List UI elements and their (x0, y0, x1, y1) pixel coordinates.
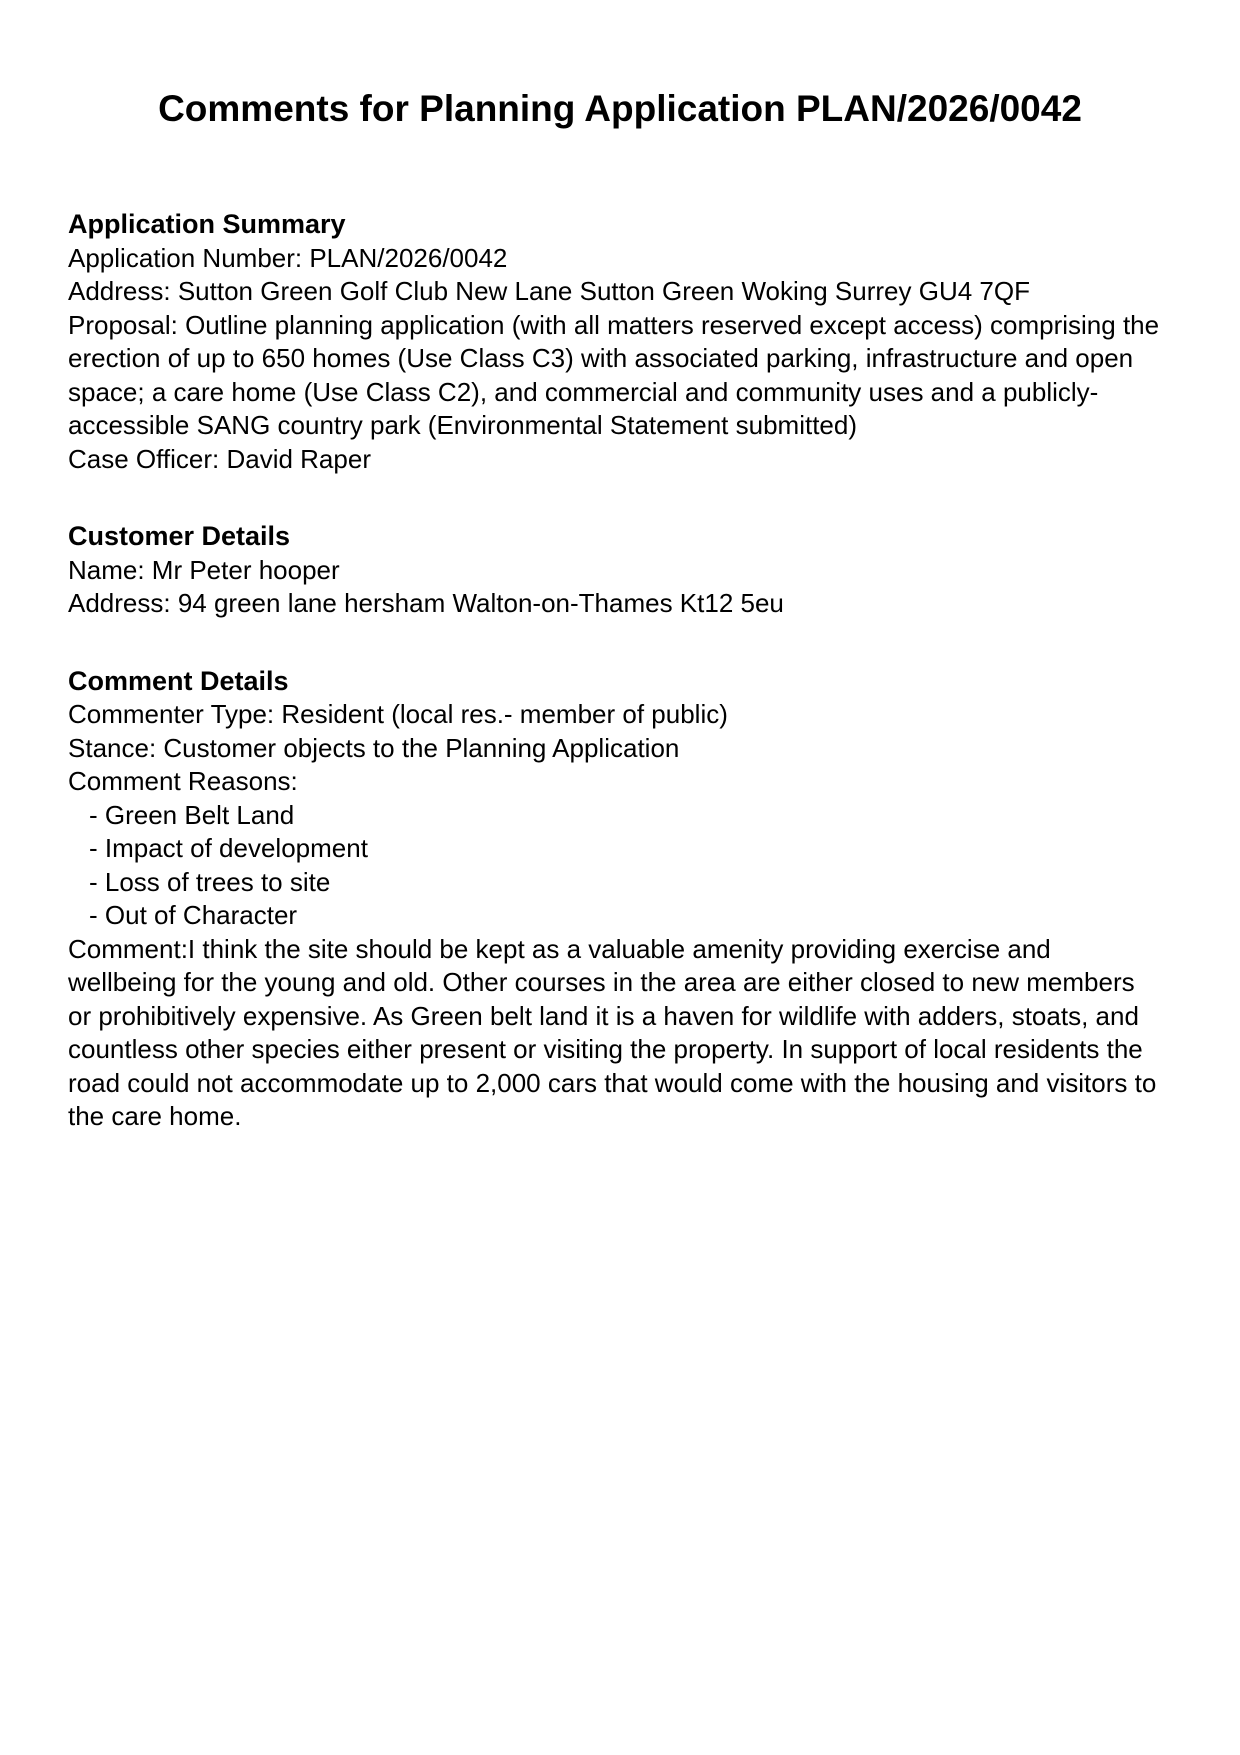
application-address-line: Address: Sutton Green Golf Club New Lane Sutton Green Woking Surrey GU4 7QF (68, 276, 1030, 306)
page-title: Comments for Planning Application PLAN/2026/0042 (158, 88, 1082, 129)
proposal-paragraph: Proposal: Outline planning application (with all matters reserved except access) comprising the erection of up to 650 homes (Use Class C3) with associated parking, infrastructure and open space; a care home (Use Class C2), and commercial and community uses and a publicly-accessible SANG country park (Environmental Statement submitted) (68, 309, 1160, 440)
case-officer-line: Case Officer: David Raper (68, 443, 371, 474)
commenter-type-line: Commenter Type: Resident (local res.- member of public) (68, 699, 728, 729)
section-customer-details (68, 520, 1160, 621)
application-number-line: Application Number: PLAN/2026/0042 (68, 242, 508, 273)
comment-reason-item: - Green Belt Land (89, 799, 295, 830)
customer-details-heading: Customer Details (68, 521, 291, 551)
section-application-summary (68, 208, 1160, 476)
customer-address-line: Address: 94 green lane hersham Walton-on-Thames Kt12 5eu (68, 588, 784, 618)
comment-reason-item: - Out of Character (89, 900, 298, 930)
application-summary-heading: Application Summary (68, 209, 346, 239)
comment-text-paragraph: Comment:I think the site should be kept as a valuable amenity providing exercise and wellbeing for the young and old. Other courses in the area are either closed to new members or prohibitively expensive. As Green belt land it is a haven for wildlife with adders, stoats, and countless other species either present or visiting the property. In support of local residents the road could not accommodate up to 2,000 cars that would come with the housing and visitors to the care home. (68, 933, 1157, 1131)
comment-reason-item: - Impact of development (89, 833, 368, 863)
comment-reason-item: - Loss of trees to site (89, 866, 331, 897)
comment-details-heading: Comment Details (68, 665, 289, 696)
stance-line: Stance: Customer objects to the Planning Application (68, 732, 680, 763)
comment-reasons-label: Comment Reasons: (68, 766, 298, 796)
section-comment-details (68, 665, 1160, 1134)
document-content (68, 208, 1160, 1134)
customer-name-line: Name: Mr Peter hooper (68, 554, 340, 585)
